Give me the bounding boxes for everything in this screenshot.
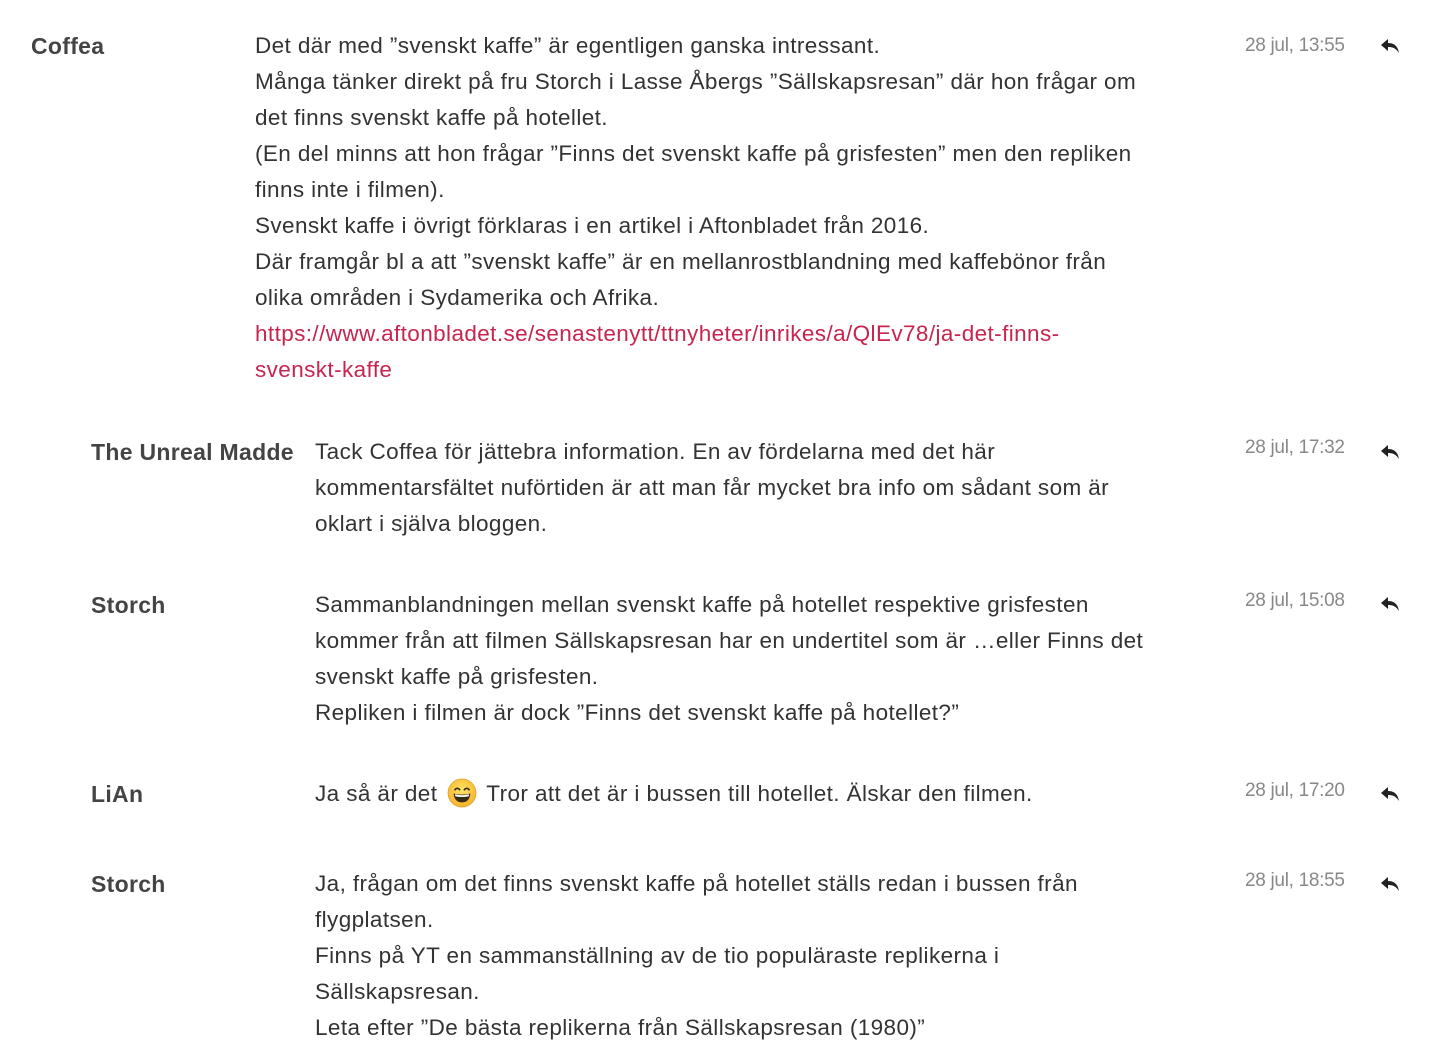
reply-arrow-icon bbox=[1378, 781, 1402, 805]
comment-timestamp[interactable]: 28 jul, 17:20 bbox=[1245, 780, 1345, 801]
comment-text-line: svenskt kaffe på grisfesten. bbox=[315, 664, 599, 689]
grinning-face-emoji bbox=[447, 778, 477, 808]
comment-text-line: Sammanblandningen mellan svenskt kaffe på hotellet respektive grisfesten bbox=[315, 592, 1089, 617]
comment-text-line: kommer från att filmen Sällskapsresan har en undertitel som är …eller Finns det bbox=[315, 628, 1144, 653]
comment-text-line: (En del minns att hon frågar ”Finns det svenskt kaffe på grisfesten” men den repliken bbox=[255, 141, 1132, 166]
reply-button[interactable] bbox=[1378, 871, 1402, 895]
reply-arrow-icon bbox=[1378, 591, 1402, 615]
article-link[interactable] bbox=[255, 316, 1136, 352]
comment-author[interactable]: LiAn bbox=[91, 781, 144, 807]
comment-timestamp[interactable]: 28 jul, 15:08 bbox=[1245, 590, 1345, 611]
comment-text-line bbox=[315, 776, 1033, 812]
comment-author[interactable]: Storch bbox=[91, 592, 166, 618]
comment-body bbox=[315, 866, 1078, 1046]
reply-button[interactable] bbox=[1378, 439, 1402, 463]
comment-text-line: Repliken i filmen är dock ”Finns det svenskt kaffe på hotellet?” bbox=[315, 700, 960, 725]
reply-button[interactable] bbox=[1378, 781, 1402, 805]
article-link-line[interactable]: https://www.aftonbladet.se/senastenytt/ttnyheter/inrikes/a/QlEv78/ja-det-finns- bbox=[255, 321, 1060, 346]
comment-author[interactable]: The Unreal Madde bbox=[91, 439, 294, 465]
reply-button[interactable] bbox=[1378, 591, 1402, 615]
comment-body bbox=[315, 587, 1143, 731]
comment-body bbox=[315, 776, 1033, 812]
comment-text-line: finns inte i filmen). bbox=[255, 177, 445, 202]
article-link[interactable] bbox=[255, 352, 1136, 388]
comment-text-line: Finns på YT en sammanställning av de tio populäraste replikerna i bbox=[315, 943, 1000, 968]
comment-text-line: Svenskt kaffe i övrigt förklaras i en artikel i Aftonbladet från 2016. bbox=[255, 213, 930, 238]
article-link-line[interactable]: svenskt-kaffe bbox=[255, 357, 393, 382]
comment-timestamp[interactable]: 28 jul, 18:55 bbox=[1245, 870, 1345, 891]
reply-arrow-icon bbox=[1378, 871, 1402, 895]
comment-text-line: Ja, frågan om det finns svenskt kaffe på hotellet ställs redan i bussen från bbox=[315, 871, 1078, 896]
comment-text-line: Det där med ”svenskt kaffe” är egentligen ganska intressant. bbox=[255, 33, 881, 58]
comment-author[interactable]: Coffea bbox=[31, 33, 105, 59]
comment-text: Tror att det är i bussen till hotellet. Älskar den filmen. bbox=[486, 781, 1033, 806]
reply-arrow-icon bbox=[1378, 33, 1402, 57]
comment-author[interactable]: Storch bbox=[91, 871, 166, 897]
comment-timestamp[interactable]: 28 jul, 17:32 bbox=[1245, 437, 1345, 458]
comment-text-line: kommentarsfältet nuförtiden är att man får mycket bra info om sådant som är bbox=[315, 475, 1110, 500]
comment-body bbox=[255, 28, 1136, 388]
comment-text-line: flygplatsen. bbox=[315, 907, 434, 932]
comment-body bbox=[315, 434, 1109, 542]
comment-text-line: Leta efter ”De bästa replikerna från Sällskapsresan (1980)” bbox=[315, 1015, 926, 1040]
comment-text-line: Där framgår bl a att ”svenskt kaffe” är en mellanrostblandning med kaffebönor från bbox=[255, 249, 1107, 274]
comment-text-line: olika områden i Sydamerika och Afrika. bbox=[255, 285, 660, 310]
comment-text-line: Sällskapsresan. bbox=[315, 979, 480, 1004]
comment-text: Ja så är det bbox=[315, 781, 438, 806]
reply-arrow-icon bbox=[1378, 439, 1402, 463]
reply-button[interactable] bbox=[1378, 33, 1402, 57]
comment-text-line: det finns svenskt kaffe på hotellet. bbox=[255, 105, 608, 130]
comment-text-line: Många tänker direkt på fru Storch i Lasse Åbergs ”Sällskapsresan” där hon frågar om bbox=[255, 69, 1137, 94]
comment-text-line: Tack Coffea för jättebra information. En av fördelarna med det här bbox=[315, 439, 996, 464]
comment-text-line: oklart i själva bloggen. bbox=[315, 511, 548, 536]
comment-timestamp[interactable]: 28 jul, 13:55 bbox=[1245, 35, 1345, 56]
